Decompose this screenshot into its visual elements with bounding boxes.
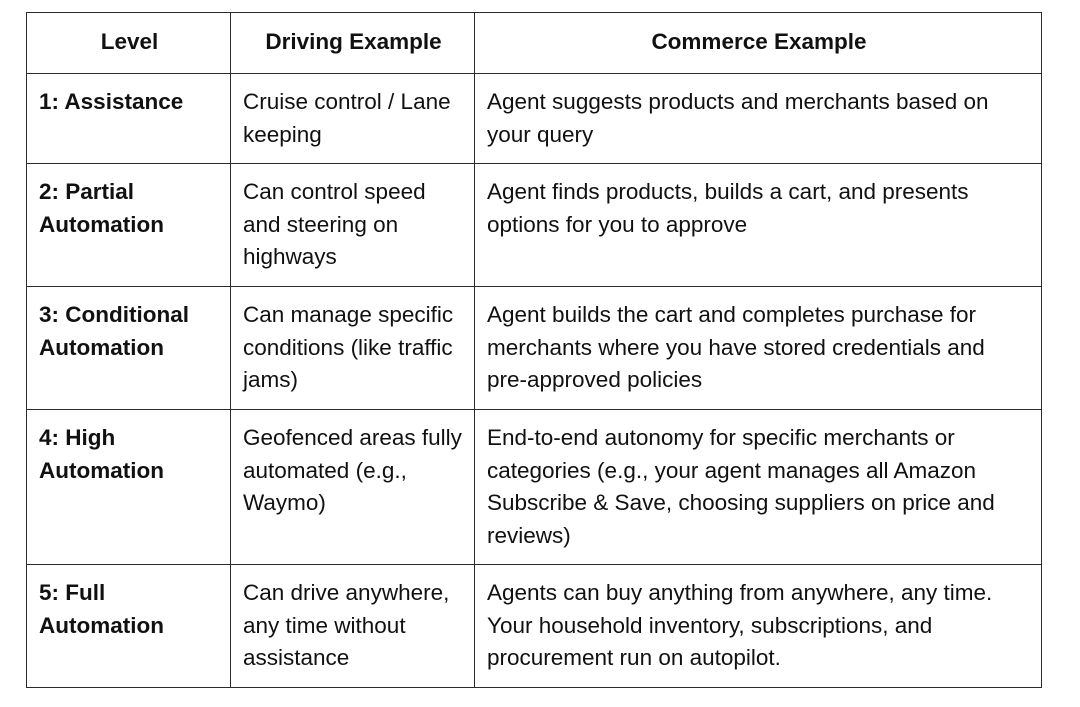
table-row — [27, 74, 1042, 164]
table-body — [27, 74, 1042, 688]
commerce-example-cell: Agent finds products, builds a cart, and presents options for you to approve — [475, 164, 1042, 287]
level-cell: 3: Conditional Automation — [27, 287, 231, 410]
header-commerce-example: Commerce Example — [475, 13, 1042, 74]
level-cell: 5: Full Automation — [27, 565, 231, 688]
level-cell: 2: Partial Automation — [27, 164, 231, 287]
driving-example-cell: Can drive anywhere, any time without assistance — [231, 565, 475, 688]
automation-levels-table — [26, 12, 1042, 688]
level-cell: 1: Assistance — [27, 74, 231, 164]
table-row — [27, 164, 1042, 287]
driving-example-cell: Geofenced areas fully automated (e.g., Waymo) — [231, 410, 475, 565]
commerce-example-cell: End-to-end autonomy for specific merchants or categories (e.g., your agent manages all Amazon Subscribe & Save, choosing suppliers on price and reviews) — [475, 410, 1042, 565]
header-row — [27, 13, 1042, 74]
commerce-example-cell: Agent suggests products and merchants based on your query — [475, 74, 1042, 164]
header-driving-example: Driving Example — [231, 13, 475, 74]
header-level: Level — [27, 13, 231, 74]
commerce-example-cell: Agent builds the cart and completes purchase for merchants where you have stored credentials and pre-approved policies — [475, 287, 1042, 410]
driving-example-cell: Cruise control / Lane keeping — [231, 74, 475, 164]
commerce-example-cell: Agents can buy anything from anywhere, any time. Your household inventory, subscriptions, and procurement run on autopilot. — [475, 565, 1042, 688]
driving-example-cell: Can manage specific conditions (like traffic jams) — [231, 287, 475, 410]
level-cell: 4: High Automation — [27, 410, 231, 565]
table-header — [27, 13, 1042, 74]
table-row — [27, 287, 1042, 410]
table-row — [27, 565, 1042, 688]
table-row — [27, 410, 1042, 565]
driving-example-cell: Can control speed and steering on highways — [231, 164, 475, 287]
